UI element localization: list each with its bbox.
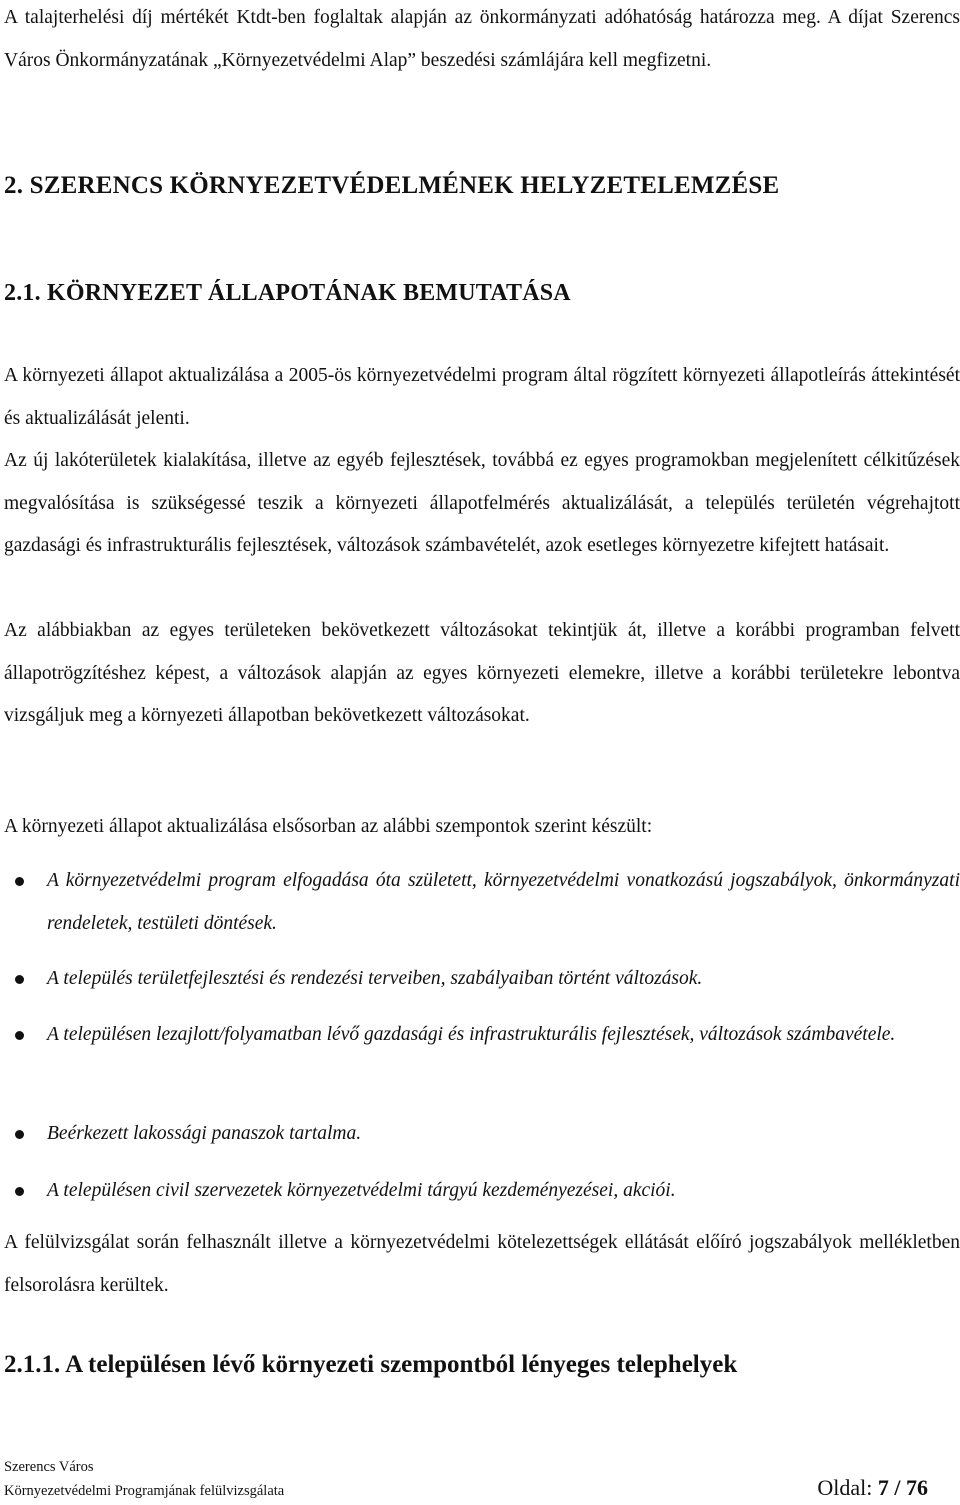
bullet-icon <box>15 975 24 984</box>
list-item: A településen civil szervezetek környezetvédelmi tárgyú kezdeményezései, akciói. <box>4 1170 960 1213</box>
bullet-icon <box>15 1130 24 1139</box>
body-paragraph-1: A környezeti állapot aktualizálása a 2005-ös környezetvédelmi program által rögzített környezeti állapotleírás áttekintését és aktualizálását jelenti. <box>4 365 960 429</box>
body-paragraph-2: Az új lakóterületek kialakítása, illetve az egyéb fejlesztések, továbbá ez egyes programokban megjelenített célkitűzések megvalósítása is szükségessé teszik a környezeti állapotfelmérés aktualizálását, a település területén végrehajtott gazdasági és infrastrukturális fejlesztések, változások számbavételét, azok esetleges környezetre kifejtett hatásait. <box>4 450 960 556</box>
bullet-icon <box>15 877 24 886</box>
body-paragraph-2-block <box>4 440 960 568</box>
intro-paragraph-block <box>4 0 960 82</box>
criteria-list-item-5-block <box>4 1170 960 1213</box>
body-paragraph-4-block <box>4 806 960 849</box>
page-label: Oldal: <box>817 1475 873 1500</box>
section-heading-2: 2. SZERENCS KÖRNYEZETVÉDELMÉNEK HELYZETELEMZÉSE <box>4 172 780 199</box>
heading-section-2-1-1-block <box>4 1350 960 1380</box>
bullet-icon <box>15 1031 24 1040</box>
list-item: A környezetvédelmi program elfogadása óta született, környezetvédelmi vonatkozású jogszabályok, önkormányzati rendeletek, testületi döntések. <box>4 860 960 945</box>
section-heading-2-1: 2.1. KÖRNYEZET ÁLLAPOTÁNAK BEMUTATÁSA <box>4 280 571 306</box>
footer-page-number <box>817 1474 928 1502</box>
list-item: A település területfejlesztési és rendezési terveiben, szabályaiban történt változások. <box>4 958 960 1001</box>
criteria-list-item-2-block <box>4 958 960 1001</box>
page-count: 7 / 76 <box>877 1475 928 1500</box>
list-item: A településen lezajlott/folyamatban lévő gazdasági és infrastrukturális fejlesztések, változások számbavétele. <box>4 1014 960 1057</box>
criteria-list-item-3-block <box>4 1014 960 1057</box>
heading-section-2-1-block <box>4 278 960 308</box>
criteria-list <box>4 860 960 945</box>
footer-document-title: Környezetvédelmi Programjának felülvizsgálata <box>4 1483 285 1499</box>
criteria-list-item-1-block <box>4 860 960 945</box>
list-item: Beérkezett lakossági panaszok tartalma. <box>4 1113 960 1156</box>
section-heading-2-1-1: 2.1.1. A településen lévő környezeti szempontból lényeges telephelyek <box>4 1351 738 1378</box>
body-paragraph-3-block <box>4 610 960 738</box>
criteria-list-item-4-block <box>4 1113 960 1156</box>
body-paragraph-5-block <box>4 1222 960 1307</box>
heading-section-2-block <box>4 171 960 201</box>
intro-paragraph: A talajterhelési díj mértékét Ktdt-ben foglaltak alapján az önkormányzati adóhatóság határozza meg. A díjat Szerencs Város Önkormányzatának „Környezetvédelmi Alap” beszedési számlájára kell megfizetni. <box>4 7 960 71</box>
body-paragraph-3: Az alábbiakban az egyes területeken bekövetkezett változásokat tekintjük át, illetve a korábbi programban felvett állapotrögzítéshez képest, a változások alapján az egyes környezeti elemekre, illetve a korábbi területekre lebontva vizsgáljuk meg a környezeti állapotban bekövetkezett változásokat. <box>4 620 960 726</box>
body-paragraph-5: A felülvizsgálat során felhasznált illetve a környezetvédelmi kötelezettségek ellátását előíró jogszabályok mellékletben felsorolásra kerültek. <box>4 1232 960 1296</box>
body-paragraph-4: A környezeti állapot aktualizálása elsősorban az alábbi szempontok szerint készült: <box>4 816 653 837</box>
footer-city: Szerencs Város <box>4 1459 94 1475</box>
bullet-icon <box>15 1187 24 1196</box>
body-paragraph-1-block <box>4 355 960 440</box>
